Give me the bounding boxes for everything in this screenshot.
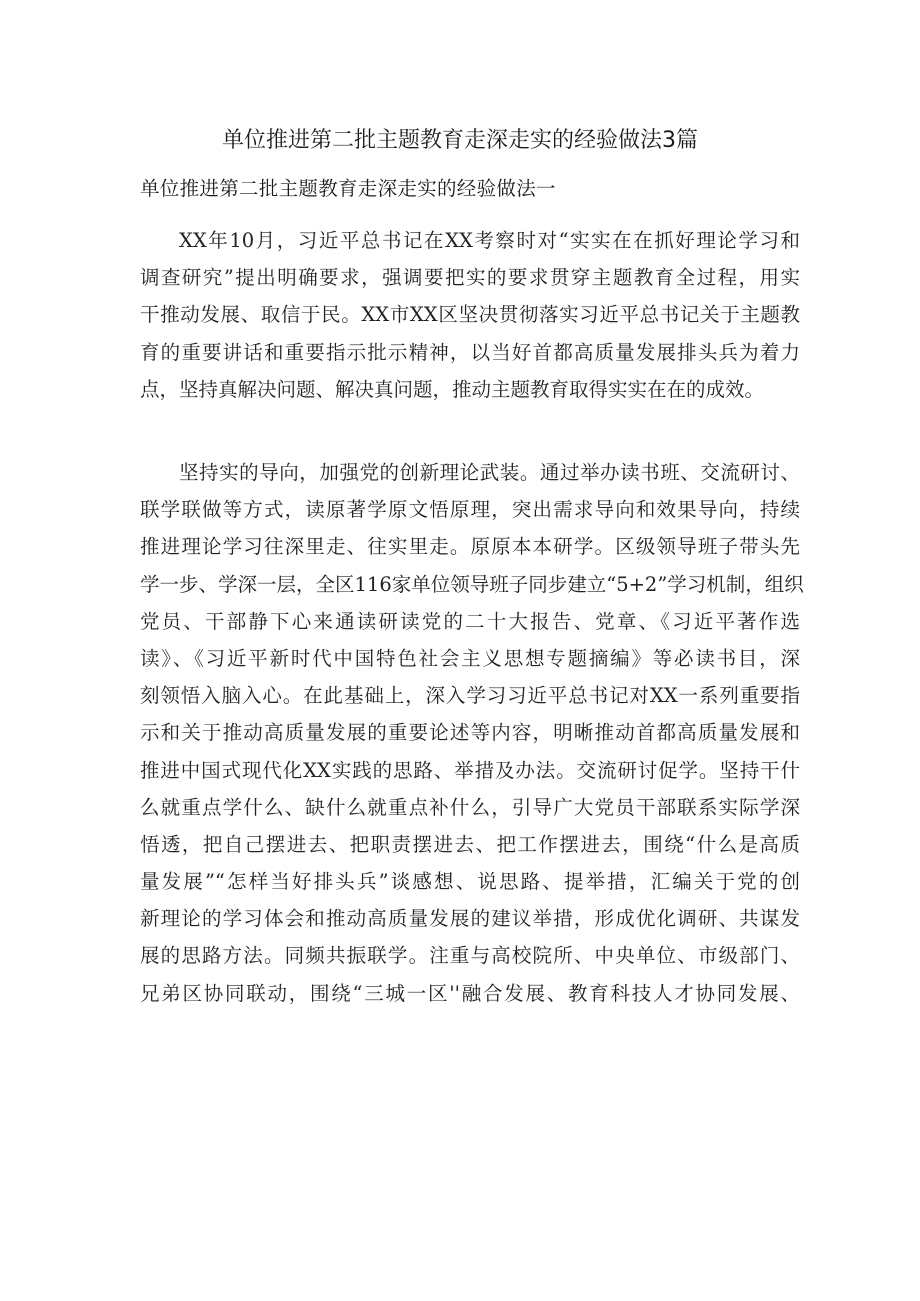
- text-line: 党员、干部静下心来通读研读党的二十大报告、党章、《习近平著作选: [140, 609, 800, 633]
- text-line: 联学联做等方式，读原著学原文悟原理，突出需求导向和效果导向，持续: [140, 498, 800, 522]
- text-line: 量发展”“怎样当好排头兵”谈感想、说思路、提举措，汇编关于党的创: [140, 870, 800, 894]
- section-heading: 单位推进第二批主题教育走深走实的经验做法一: [140, 177, 556, 200]
- text-line: 悟透，把自己摆进去、把职责摆进去、把工作摆进去，围绕“什么是高质: [140, 832, 800, 856]
- text-line: 学一步、学深一层，全区116家单位领导班子同步建立“5+2”学习机制，组织: [140, 572, 804, 596]
- text-line: 刻领悟入脑入心。在此基础上，深入学习习近平总书记对XX一系列重要指: [140, 684, 800, 708]
- document-title: 单位推进第二批主题教育走深走实的经验做法3篇: [222, 128, 698, 153]
- text-line: 育的重要讲话和重要指示批示精神，以当好首都高质量发展排头兵为着力: [140, 340, 800, 364]
- text-line: 点，坚持真解决问题、解决真问题，推动主题教育取得实实在在的成效。: [140, 377, 765, 401]
- text-line: 推进理论学习往深里走、往实里走。原原本本研学。区级领导班子带头先: [140, 535, 800, 559]
- text-line: 读》、《习近平新时代中国特色社会主义思想专题摘编》等必读书目，深: [140, 646, 800, 670]
- paragraph: [140, 454, 804, 1012]
- text-line: 示和关于推动高质量发展的重要论述等内容，明晰推动首都高质量发展和: [140, 721, 800, 745]
- text-line: 兄弟区协同联动，围绕“三城一区''融合发展、教育科技人才协同发展、: [140, 981, 800, 1005]
- paragraph: [140, 222, 800, 408]
- text-line: 么就重点学什么、缺什么就重点补什么，引导广大党员干部联系实际学深: [140, 795, 800, 819]
- text-line: 干推动发展、取信于民。XX市XX区坚决贯彻落实习近平总书记关于主题教: [140, 303, 800, 327]
- text-line: 新理论的学习体会和推动高质量发展的建议举措，形成优化调研、共谋发: [140, 907, 800, 931]
- text-line: XX年10月，习近平总书记在XX考察时对“实实在在抓好理论学习和: [179, 229, 800, 252]
- text-line: 展的思路方法。同频共振联学。注重与高校院所、中央单位、市级部门、: [140, 944, 800, 968]
- text-line: 调查研究”提出明确要求，强调要把实的要求贯穿主题教育全过程，用实: [140, 266, 800, 290]
- text-line: 坚持实的导向，加强党的创新理论武装。通过举办读书班、交流研讨、: [179, 461, 800, 484]
- text-line: 推进中国式现代化XX实践的思路、举措及办法。交流研讨促学。坚持干什: [140, 758, 800, 782]
